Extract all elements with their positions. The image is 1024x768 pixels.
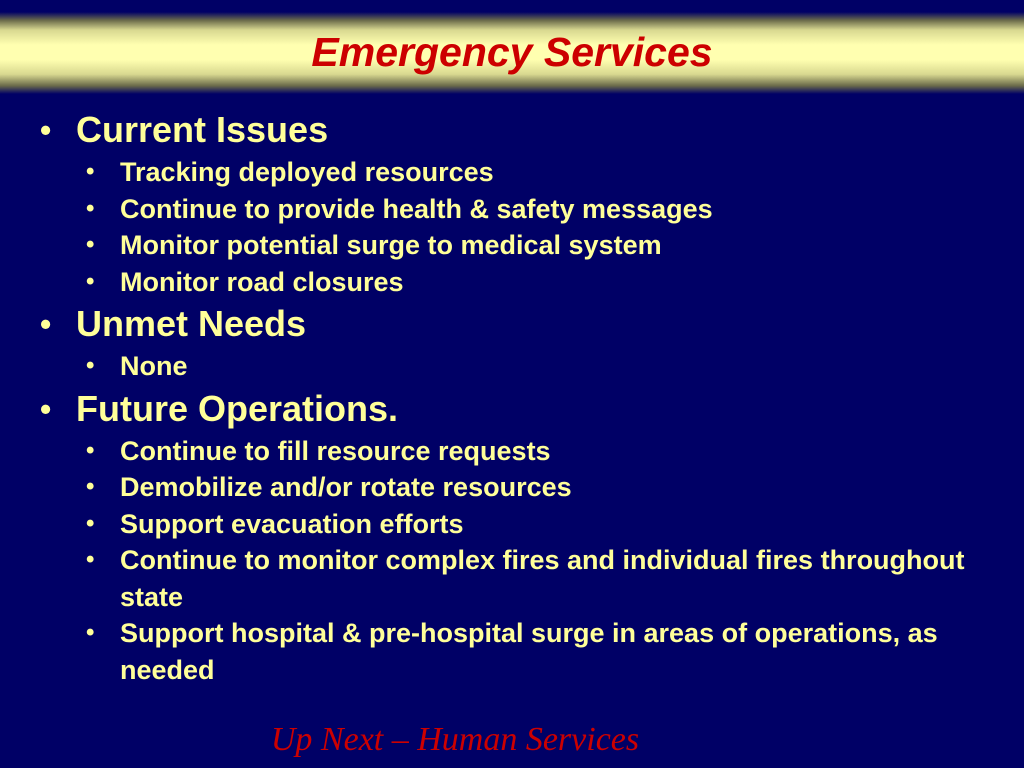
section-heading-current-issues [0,106,1024,154]
section-heading-future-operations [0,385,1024,433]
list-item-text: Support hospital & pre-hospital surge in areas of operations, as needed [120,618,938,685]
bullet-icon: • [86,194,95,222]
section-heading-text: Unmet Needs [76,303,307,344]
list-item-text: Continue to monitor complex fires and individual fires throughout state [120,545,965,612]
list-item [0,433,1024,470]
section-heading-text: Current Issues [76,109,329,150]
list-item [0,227,1024,264]
list-item-text: None [120,351,188,381]
list-item-text: Monitor road closures [120,266,404,297]
list-item-text: Continue to fill resource requests [120,435,551,466]
section-heading-text: Future Operations. [76,387,399,429]
list-item [0,264,1024,301]
list-item [0,348,1024,385]
bullet-icon: • [86,473,95,500]
footer-next-up: Up Next – Human Services [270,721,640,758]
list-item-text: Support evacuation efforts [120,508,464,539]
bullet-icon: • [86,231,95,258]
list-item-text: Demobilize and/or rotate resources [120,472,572,502]
bullet-icon: • [86,436,95,464]
bullet-icon: • [86,509,95,537]
bullet-icon: • [40,112,52,148]
section-heading-unmet-needs [0,300,1024,348]
slide-title: Emergency Services [311,29,713,75]
bullet-icon: • [40,306,52,342]
bullet-icon: • [86,546,95,573]
bullet-icon: • [86,619,95,646]
list-item-text: Monitor potential surge to medical system [120,230,662,260]
list-item [0,191,1024,228]
bullet-icon: • [86,352,95,379]
list-item [0,154,1024,191]
list-item-text: Tracking deployed resources [120,157,494,187]
bullet-icon: • [86,158,95,185]
list-item [0,506,1024,543]
bullet-icon: • [86,267,95,295]
list-item-text: Continue to provide health & safety messages [120,193,713,224]
bullet-icon: • [40,390,52,427]
list-item [0,615,1024,688]
list-item [0,542,1024,615]
list-item [0,469,1024,506]
bullet-list [0,106,1024,688]
